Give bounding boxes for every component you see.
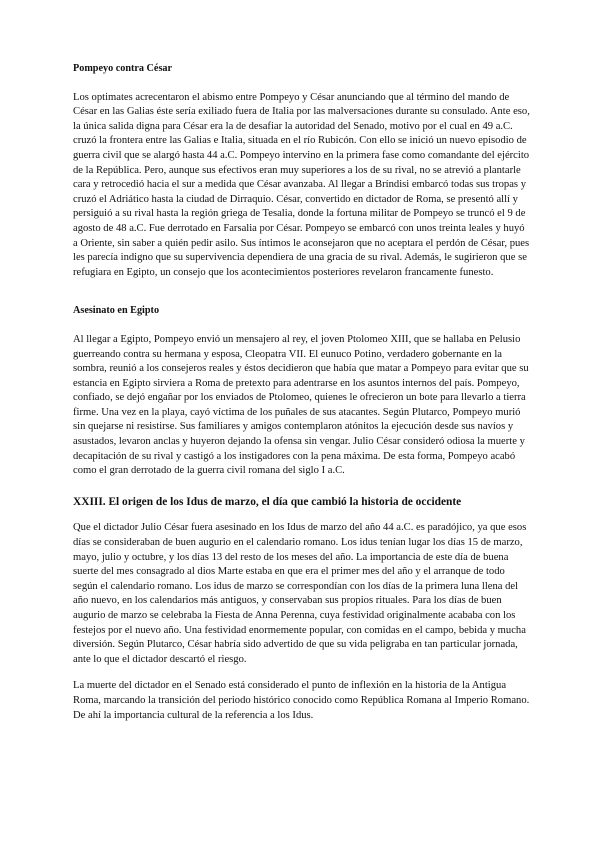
- paragraph-pompeyo-contra-cesar: Los optimates acrecentaron el abismo entre Pompeyo y César anunciando que al término del mando de César en las Galias éste sería exiliado fuera de Italia por las malversaciones durante su consulado. Ante eso, la única salida digna para César era la de desafiar la autoridad del Senado, motivo por el cual en 49 a.C. cruzó la frontera entre las Galias e Italia, situada en el río Rubicón. Con ello se inició un nuevo episodio de guerra civil que se alargó hasta 44 a.C. Pompeyo intervino en la primera fase como comandante del ejército de la República. Pero, aunque sus efectivos eran muy superiores a los de su rival, no se atrevió a plantarle cara y retrocedió hacia el sur a medida que César avanzaba. Al llegar a Bríndisi embarcó todas sus tropas y cruzó el Adriático hasta la ciudad de Dirraquio. César, convertido en dictador de Roma, se presentó allí y persiguió a su rival hasta la región griega de Tesalia, donde la fortuna militar de Pompeyo se truncó el 9 de agosto de 48 a.C. Fue derrotado en Farsalia por César. Pompeyo se embarcó con unos treinta leales y huyó a Oriente, sin saber a quién pedir asilo. Sus íntimos le aconsejaron que no aceptara el perdón de César, pues les parecía indigno que su supervivencia dependiera de una gracia de su rival. Además, le sugirieron que se refugiara en Egipto, un consejo que los acontecimientos posteriores revelaron francamente funesto.: [73, 91, 530, 278]
- document-page: [73, 62, 531, 723]
- paragraph-asesinato-en-egipto: Al llegar a Egipto, Pompeyo envió un mensajero al rey, el joven Ptolomeo XIII, que se hallaba en Pelusio guerreando contra su hermana y esposa, Cleopatra VII. El eunuco Potino, verdadero gobernante en la sombra, reunió a los consejeros reales y éstos decidieron que había que matar a Pompeyo para evitar que su estancia en Egipto sirviera a Roma de pretexto para adentrarse en los asuntos internos del país. Pompeyo, confiado, se dejó engañar por los enviados de Ptolomeo, quienes le ofrecieron un bote para llevarlo a tierra firme. Una vez en la playa, cayó víctima de los puñales de sus atacantes. Según Plutarco, Pompeyo murió sin quejarse ni resistirse. Sus familiares y amigos contemplaron atónitos la ejecución desde sus navíos y asustados, levaron anclas y huyeron dejando la ofensa sin vengar. Julio César consideró odiosa la muerte y decapitación de su rival y castigó a los instigadores con la pena máxima. De esta forma, Pompeyo acabó como el gran derrotado de la guerra civil romana del siglo I a.C.: [73, 333, 529, 477]
- paragraph-idus-de-marzo-2: La muerte del dictador en el Senado está considerado el punto de inflexión en la historia de la Antigua Roma, marcando la transición del periodo histórico conocido como República Romana al Imperio Romano. De ahí la importancia cultural de la referencia a los Idus.: [73, 680, 530, 721]
- section-title-pompeyo-contra-cesar: Pompeyo contra César: [73, 63, 173, 74]
- section-title-idus-de-marzo: XXIII. El origen de los Idus de marzo, el día que cambió la historia de occidente: [73, 495, 462, 508]
- paragraph-idus-de-marzo-1: Que el dictador Julio César fuera asesinado en los Idus de marzo del año 44 a.C. es paradójico, ya que esos días se consideraban de buen augurio en el calendario romano. Los idus tenían lugar los días 15 de marzo, mayo, julio y octubre, y los días 13 del resto de los meses del año. La importancia de este día de buena suerte del mes consagrado al dios Marte estaba en que era el primer mes del año y el arranque de todo según el calendario romano. Los idus de marzo se correspondían con los días de la primera luna llena del año nuevo, en los calendarios más antiguos, y conservaban sus propios rituales. Para los días de buen augurio de marzo se celebraba la Fiesta de Anna Perenna, cuya festividad originalmente acababa con los festejos por el nuevo año. Una festividad enormemente popular, con comidas en el campo, bebida y mucha diversión. Según Plutarco, César habría sido advertido de que su vida peligraba en tan particular jornada, ante lo que el dictador descartó el riesgo.: [73, 522, 527, 665]
- section-title-asesinato-en-egipto: Asesinato en Egipto: [73, 305, 160, 317]
